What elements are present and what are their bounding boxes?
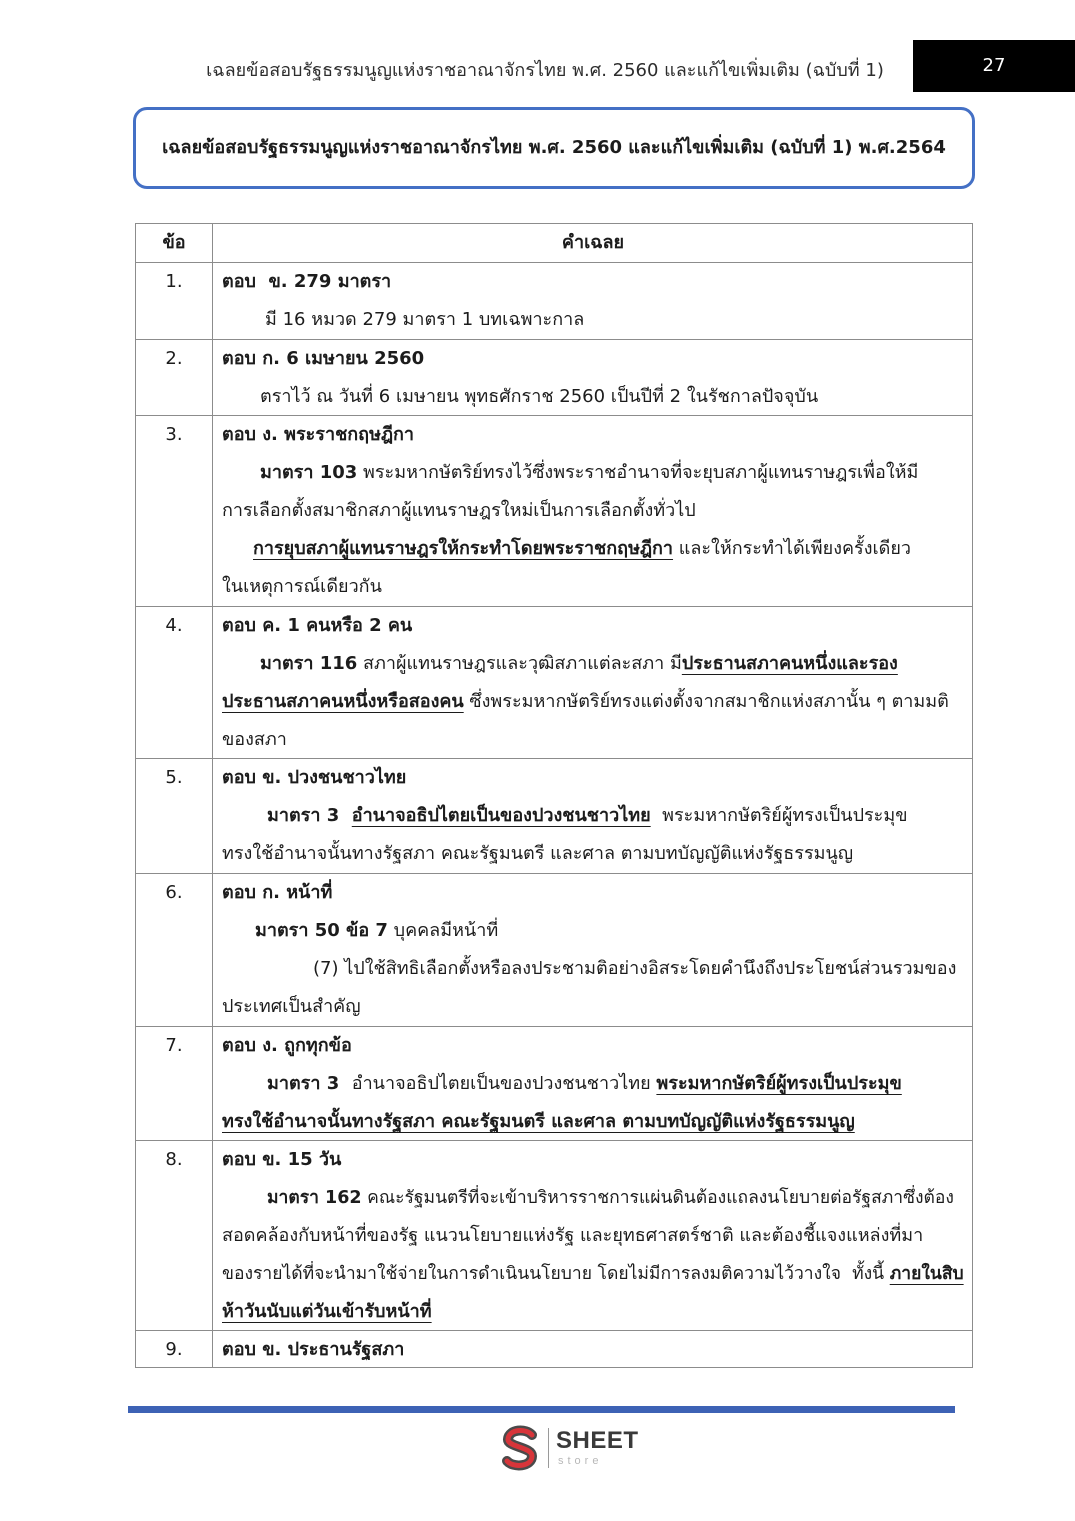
explanation-text: ตราไว้ ณ วันที่ 6 เมษายน พุทธศักราช 2560 เป็นปีที่ 2 ในรัชกาลปัจจุบัน [260, 386, 819, 407]
explanation-line [222, 912, 964, 950]
law-section-ref: มาตรา 103 [260, 462, 358, 483]
explanation-text: บุคคลมีหน้าที่ [387, 920, 499, 941]
explanation-text: พระมหากษัตริย์ทรงไว้ซึ่งพระราชอำนาจที่จะยุบสภาผู้แทนราษฎรเพื่อให้มี [357, 462, 919, 483]
explanation-line [222, 1255, 964, 1293]
row-number: 8. [136, 1141, 213, 1330]
answer-cell [213, 340, 972, 415]
answer-cell [213, 607, 972, 758]
explanation-text: ประเทศเป็นสำคัญ [222, 996, 361, 1017]
explanation-line [222, 645, 964, 683]
explanation-line [222, 378, 964, 415]
page-number-badge [913, 40, 1075, 92]
row-number: 5. [136, 759, 213, 873]
column-header-no: ข้อ [136, 224, 213, 262]
row-number: 7. [136, 1027, 213, 1140]
explanation-text: การเลือกตั้งสมาชิกสภาผู้แทนราษฎรใหม่เป็นการเลือกตั้งทั่วไป [222, 500, 696, 521]
explanation-text: มี 16 หมวด 279 มาตรา 1 บทเฉพาะกาล [265, 309, 585, 330]
explanation-line [222, 683, 964, 721]
table-row [136, 339, 972, 415]
explanation-line [222, 1103, 964, 1140]
law-section-ref: มาตรา 50 ข้อ 7 [255, 920, 388, 941]
explanation-text: ทรงใช้อำนาจนั้นทางรัฐสภา คณะรัฐมนตรี และศาล ตามบทบัญญัติแห่งรัฐธรรมนูญ [222, 843, 854, 864]
explanation-line [222, 568, 964, 606]
emphasized-text: ห้าวันนับแต่วันเข้ารับหน้าที่ [222, 1301, 432, 1322]
table-row [136, 1140, 972, 1330]
answer-cell [213, 416, 972, 606]
row-number: 9. [136, 1331, 213, 1367]
answer-choice: ตอบ ข. ประธานรัฐสภา [222, 1339, 405, 1360]
law-section-ref: มาตรา 116 [260, 653, 358, 674]
row-number: 1. [136, 263, 213, 339]
explanation-line [222, 835, 964, 873]
emphasized-text: ทรงใช้อำนาจนั้นทางรัฐสภา คณะรัฐมนตรี และศาล ตามบทบัญญัติแห่งรัฐธรรมนูญ [222, 1111, 855, 1132]
answer-cell [213, 1141, 972, 1330]
explanation-line [222, 1179, 964, 1217]
emphasized-text: ประธานสภาคนหนึ่งหรือสองคน [222, 691, 464, 712]
answer-choice: ตอบ ก. 6 เมษายน 2560 [222, 348, 425, 369]
answer-choice: ตอบ ข. 279 มาตรา [222, 271, 392, 292]
explanation-line [222, 454, 964, 492]
answer-cell [213, 759, 972, 873]
emphasized-text: พระมหากษัตริย์ผู้ทรงเป็นประมุข [656, 1073, 902, 1094]
answer-cell [213, 1027, 972, 1140]
answer-cell [213, 1331, 972, 1367]
row-number: 2. [136, 340, 213, 415]
law-section-ref: มาตรา 3 [267, 1073, 352, 1094]
explanation-text: สภาผู้แทนราษฎรและวุฒิสภาแต่ละสภา มี [357, 653, 682, 674]
logo-subtext: store [558, 1455, 603, 1467]
answer-choice: ตอบ ก. หน้าที่ [222, 882, 333, 903]
explanation-line [222, 950, 964, 988]
answer-choice: ตอบ ข. ปวงชนชาวไทย [222, 767, 407, 788]
explanation-line [222, 1065, 964, 1103]
emphasized-text: การยุบสภาผู้แทนราษฎรให้กระทำโดยพระราชกฤษฎีกา [253, 538, 674, 559]
answer-table [135, 223, 973, 1368]
explanation-text: ของสภา [222, 729, 287, 750]
table-row [136, 262, 972, 339]
running-header-title: เฉลยข้อสอบรัฐธรรมนูญแห่งราชอาณาจักรไทย พ.ศ. 2560 และแก้ไขเพิ่มเติม (ฉบับที่ 1) [206, 60, 884, 81]
emphasized-text: ภายในสิบ [889, 1264, 964, 1284]
explanation-text: อำนาจอธิปไตยเป็นของปวงชนชาวไทย [351, 1073, 657, 1094]
explanation-text: คณะรัฐมนตรีที่จะเข้าบริหารราชการแผ่นดินต้องแถลงนโยบายต่อรัฐสภาซึ่งต้อง [361, 1188, 954, 1208]
explanation-text: (7) ไปใช้สิทธิเลือกตั้งหรือลงประชามติอย่างอิสระโดยคำนึงถึงประโยชน์ส่วนรวมของ [313, 958, 957, 979]
row-number: 6. [136, 874, 213, 1026]
sheet-store-s-logo-icon [496, 1424, 544, 1472]
explanation-text: พระมหากษัตริย์ผู้ทรงเป็นประมุข [650, 805, 908, 826]
answer-cell [213, 263, 972, 339]
table-row [136, 415, 972, 606]
emphasized-text: ประธานสภาคนหนึ่งและรอง [681, 653, 898, 674]
sheet-store-logo [496, 1422, 656, 1474]
explanation-line [222, 1293, 964, 1330]
explanation-line [222, 797, 964, 835]
explanation-text: และให้กระทำได้เพียงครั้งเดียว [673, 538, 912, 559]
page-number: 27 [982, 55, 1006, 76]
answer-choice: ตอบ ข. 15 วัน [222, 1149, 342, 1170]
column-header-answer: คำเฉลย [561, 232, 625, 253]
footer-rule [128, 1406, 955, 1413]
explanation-line [222, 721, 964, 758]
explanation-line [222, 301, 964, 339]
answer-choice: ตอบ ง. ถูกทุกข้อ [222, 1035, 352, 1056]
explanation-text: สอดคล้องกับหน้าที่ของรัฐ แนวนโยบายแห่งรัฐ และยุทธศาสตร์ชาติ และต้องชี้แจงแหล่งที่มา [222, 1225, 924, 1246]
explanation-line [222, 1217, 964, 1255]
emphasized-text: อำนาจอธิปไตยเป็นของปวงชนชาวไทย [351, 805, 651, 826]
answer-choice: ตอบ ง. พระราชกฤษฎีกา [222, 424, 415, 445]
table-row [136, 1330, 972, 1367]
row-number: 4. [136, 607, 213, 758]
explanation-text: ของรายได้ที่จะนำมาใช้จ่ายในการดำเนินนโยบาย โดยไม่มีการลงมติความไว้วางใจ ทั้งนี้ [222, 1264, 890, 1284]
title-box [133, 107, 975, 189]
table-row [136, 606, 972, 758]
table-row [136, 873, 972, 1026]
logo-text: SHEET [556, 1427, 639, 1454]
table-row [136, 758, 972, 873]
logo-divider [548, 1428, 549, 1468]
table-header-row [136, 224, 972, 262]
explanation-line [222, 492, 964, 530]
row-number: 3. [136, 416, 213, 606]
explanation-line [222, 988, 964, 1026]
answer-choice: ตอบ ค. 1 คนหรือ 2 คน [222, 615, 413, 636]
page-title: เฉลยข้อสอบรัฐธรรมนูญแห่งราชอาณาจักรไทย พ.ศ. 2560 และแก้ไขเพิ่มเติม (ฉบับที่ 1) พ.ศ.2564 [162, 137, 946, 158]
law-section-ref: มาตรา 162 [267, 1188, 362, 1208]
explanation-text: ซึ่งพระมหากษัตริย์ทรงแต่งตั้งจากสมาชิกแห่งสภานั้น ๆ ตามมติ [463, 691, 949, 712]
law-section-ref: มาตรา 3 [267, 805, 352, 826]
explanation-line [222, 530, 964, 568]
table-row [136, 1026, 972, 1140]
explanation-text: ในเหตุการณ์เดียวกัน [222, 576, 382, 597]
answer-cell [213, 874, 972, 1026]
